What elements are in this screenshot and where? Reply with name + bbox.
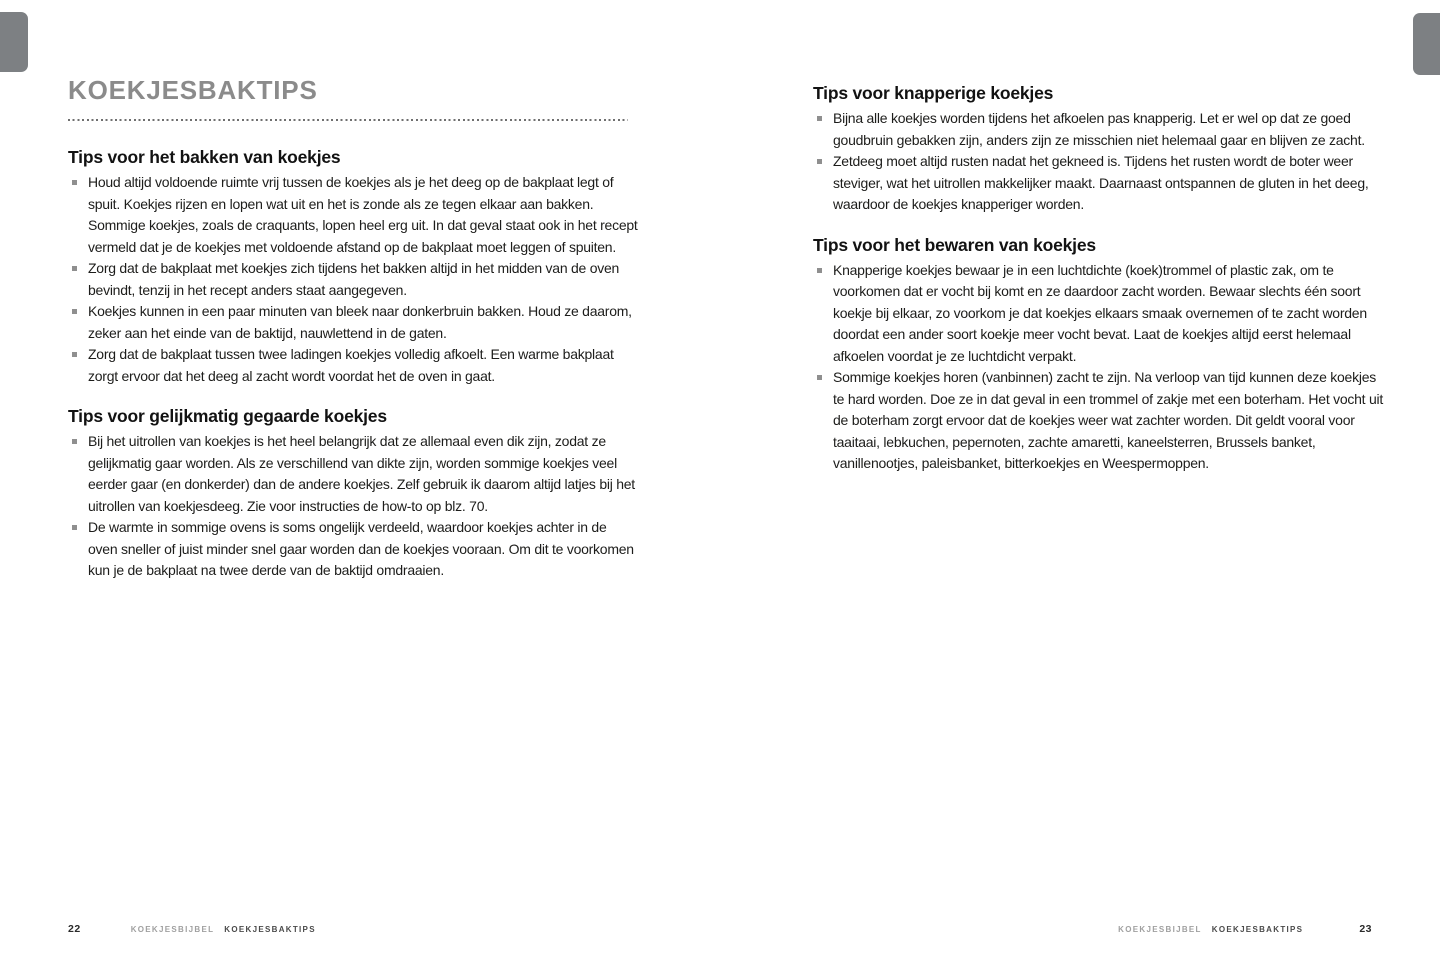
dotted-divider <box>68 119 628 121</box>
right-page-footer <box>1118 923 1372 935</box>
bullet-item <box>813 108 1385 151</box>
bullet-text: Zorg dat de bakplaat tussen twee ladingen koekjes volledig afkoelt. Een warme bakplaat zorgt ervoor dat het deeg al zacht wordt voordat het de oven in gaat. <box>88 346 614 384</box>
bullet-item <box>68 258 638 301</box>
bullet-item <box>68 172 638 258</box>
chapter-label: KOEKJESBAKTIPS <box>1211 925 1304 934</box>
bullet-item <box>68 431 638 517</box>
bullet-text: Bijna alle koekjes worden tijdens het afkoelen pas knapperig. Let er wel op dat ze goed goudbruin gebakken zijn, anders zijn ze misschien niet helemaal gaar en blijven ze zacht. <box>833 110 1365 148</box>
left-page-footer <box>68 923 316 935</box>
left-page <box>68 76 638 582</box>
bullet-text: Knapperige koekjes bewaar je in een luchtdichte (koek)trommel of plastic zak, om te voorkomen dat er vocht bij komt en ze daardoor zacht worden. Bewaar slechts één soort koekje bij elkaar, zo voorkom je dat koekjes elkaars smaak overnemen of te zacht worden doordat een ander soort koekje meer vocht bevat. Laat de koekjes altijd eerst helemaal afkoelen voordat je ze luchtdicht verpakt. <box>833 261 1367 364</box>
section-heading: Tips voor knapperige koekjes <box>813 83 1054 103</box>
running-footer <box>1118 925 1303 934</box>
bullet-text: Sommige koekjes horen (vanbinnen) zacht te zijn. Na verloop van tijd kunnen deze koekjes te hard worden. Doe ze in dat geval in een trommel of zakje met een boterham. Het vocht uit de boterham zorgt ervoor dat de koekjes weer wat zachter worden. Dit geldt vooral voor taaitaai, lebkuchen, pepernoten, zachte amaretti, kaneelsterren, Brussels banket, vanillenootjes, paleisbanket, bitterkoekjes en Weespermoppen. <box>833 369 1383 471</box>
bullet-item <box>68 517 638 582</box>
bullet-square-icon <box>817 116 822 121</box>
section-heading: Tips voor het bewaren van koekjes <box>813 234 1096 255</box>
chapter-label: KOEKJESBAKTIPS <box>224 925 316 934</box>
bullet-item <box>68 301 638 344</box>
bullet-square-icon <box>72 352 77 357</box>
page-number: 22 <box>68 923 81 935</box>
bullet-square-icon <box>72 180 77 185</box>
right-page <box>813 82 1385 475</box>
section-gelijkmatig <box>68 405 638 582</box>
bullet-text: Koekjes kunnen in een paar minuten van bleek naar donkerbruin bakken. Houd ze daarom, zeker aan het einde van de baktijd, nauwlettend in de gaten. <box>88 303 632 341</box>
bullet-square-icon <box>72 266 77 271</box>
bullet-square-icon <box>817 375 822 380</box>
page-corner-tab-left <box>0 12 28 72</box>
section-knapperig <box>813 82 1385 216</box>
page-title: KOEKJESBAKTIPS <box>68 75 318 105</box>
series-label: KOEKJESBIJBEL <box>1118 925 1202 934</box>
bullet-square-icon <box>72 525 77 530</box>
bullet-text: Zorg dat de bakplaat met koekjes zich tijdens het bakken altijd in het midden van de oven bevindt, tenzij in het recept anders staat aangegeven. <box>88 260 620 298</box>
section-heading: Tips voor gelijkmatig gegaarde koekjes <box>68 406 387 426</box>
page-number: 23 <box>1359 923 1372 935</box>
bullet-list <box>68 431 638 582</box>
bullet-square-icon <box>817 159 822 164</box>
page-corner-tab-right <box>1413 13 1440 75</box>
bullet-text: Zetdeeg moet altijd rusten nadat het gekneed is. Tijdens het rusten wordt de boter weer steviger, wat het uitrollen makkelijker maakt. Daarnaast ontspannen de gluten in het deeg, waardoor de koekjes knapperiger worden. <box>833 153 1369 212</box>
bullet-item <box>68 344 638 387</box>
bullet-item <box>813 151 1385 216</box>
section-bakken <box>68 146 638 387</box>
bullet-text: Bij het uitrollen van koekjes is het heel belangrijk dat ze allemaal even dik zijn, zodat ze gelijkmatig gaar worden. Als ze verschillend van dikte zijn, worden sommige koekjes veel eerder gaar (en donkerder) dan de andere koekjes. Zelf gebruik ik daarom altijd latjes bij het uitrollen van koekjesdeeg. Zie voor instructies de how-to op blz. 70. <box>88 433 635 514</box>
bullet-item <box>813 260 1385 368</box>
bullet-item <box>813 367 1385 475</box>
running-footer <box>131 925 316 934</box>
bullet-list <box>813 260 1385 475</box>
bullet-list <box>813 108 1385 216</box>
section-bewaren <box>813 234 1385 475</box>
bullet-square-icon <box>72 439 77 444</box>
section-heading: Tips voor het bakken van koekjes <box>68 147 341 167</box>
bullet-list <box>68 172 638 387</box>
bullet-text: Houd altijd voldoende ruimte vrij tussen de koekjes als je het deeg op de bakplaat legt of spuit. Koekjes rijzen en lopen wat uit en het is zonde als ze tegen elkaar aan bakken. Sommige koekjes, zoals de craquants, lopen heel erg uit. In dat geval staat ook in het recept vermeld dat je de koekjes met voldoende afstand op de bakplaat moet leggen of spuiten. <box>88 174 638 255</box>
bullet-square-icon <box>817 268 822 273</box>
series-label: KOEKJESBIJBEL <box>130 925 215 934</box>
bullet-text: De warmte in sommige ovens is soms ongelijk verdeeld, waardoor koekjes achter in de oven sneller of juist minder snel gaar worden dan de koekjes vooraan. Om dit te voorkomen kun je de bakplaat na twee derde van de baktijd omdraaien. <box>88 519 634 578</box>
bullet-square-icon <box>72 309 77 314</box>
